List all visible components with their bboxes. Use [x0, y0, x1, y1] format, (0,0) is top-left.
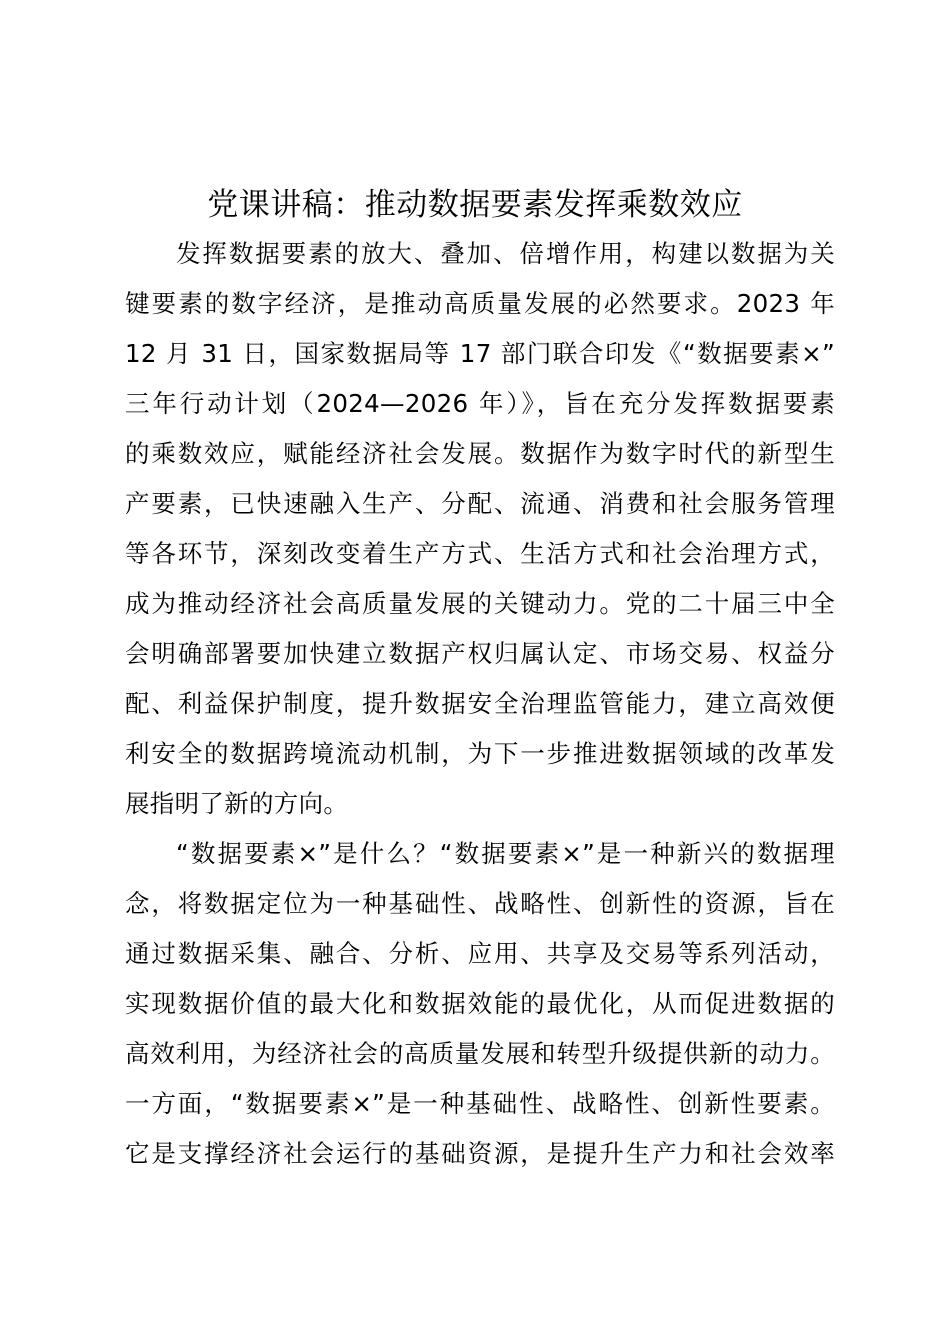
- text-line: 会明确部署要加快建立数据产权归属认定、市场交易、权益分: [125, 639, 835, 668]
- document-title: 党课讲稿：推动数据要素发挥乘数效应: [207, 187, 743, 223]
- text-line: 实现数据价值的最大化和数据效能的最优化，从而促进数据的: [125, 989, 835, 1018]
- text-line: 产要素，已快速融入生产、分配、流通、消费和社会服务管理: [125, 489, 835, 518]
- text-line: 发挥数据要素的放大、叠加、倍增作用，构建以数据为关: [176, 239, 835, 268]
- text-line: 一方面，“数据要素×”是一种基础性、战略性、创新性要素。: [125, 1089, 835, 1118]
- text-line: “数据要素×”是什么？“数据要素×”是一种新兴的数据理: [176, 839, 835, 868]
- text-line: 等各环节，深刻改变着生产方式、生活方式和社会治理方式，: [125, 539, 835, 568]
- paragraph: [125, 829, 835, 1179]
- text-line: 展指明了新的方向。: [125, 789, 349, 818]
- text-line: 高效利用，为经济社会的高质量发展和转型升级提供新的动力。: [125, 1039, 835, 1068]
- document-body: [125, 229, 835, 1179]
- text-line: 成为推动经济社会高质量发展的关键动力。党的二十届三中全: [125, 589, 835, 618]
- paragraph: [125, 229, 835, 829]
- text-line: 它是支撑经济社会运行的基础资源，是提升生产力和社会效率: [125, 1139, 835, 1168]
- text-line: 的乘数效应，赋能经济社会发展。数据作为数字时代的新型生: [125, 439, 835, 468]
- text-line: 念，将数据定位为一种基础性、战略性、创新性的资源，旨在: [125, 889, 835, 918]
- text-line: 三年行动计划（2024—2026 年）》，旨在充分发挥数据要素: [125, 389, 835, 418]
- text-line: 12 月 31 日，国家数据局等 17 部门联合印发《“数据要素×”: [125, 339, 835, 368]
- text-line: 通过数据采集、融合、分析、应用、共享及交易等系列活动，: [125, 939, 835, 968]
- text-line: 利安全的数据跨境流动机制，为下一步推进数据领域的改革发: [125, 739, 835, 768]
- text-line: 配、利益保护制度，提升数据安全治理监管能力，建立高效便: [125, 689, 835, 718]
- text-line: 键要素的数字经济，是推动高质量发展的必然要求。2023 年: [125, 289, 835, 318]
